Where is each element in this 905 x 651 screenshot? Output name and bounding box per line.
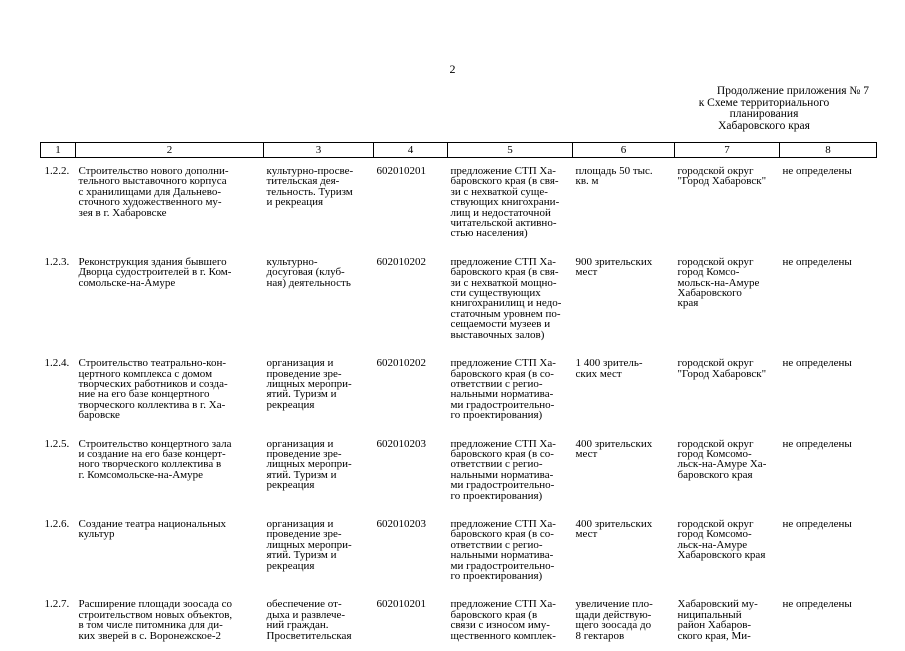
- object-location: городской округ "Город Хабаровск": [677, 165, 767, 188]
- object-term: не определены: [782, 255, 852, 268]
- object-basis: предложение СТП Ха- баровского края (в со- ответствии с регио- нальными норматива- ми градостроительно- го проектирования): [450, 517, 556, 582]
- object-code: 602010203: [376, 437, 426, 450]
- object-purpose: организация и проведение зре- лищных меропри- ятий. Туризм и рекреация: [266, 517, 352, 572]
- header-col-1: 1: [41, 143, 76, 158]
- object-term: не определены: [782, 598, 852, 611]
- row-number: 1.2.2.: [44, 165, 70, 177]
- object-name: Строительство концертного зала и создание на его базе концерт- ного творческого коллектива в г. Комсомольске-на-Амуре: [78, 437, 232, 481]
- appendix-line-4: Хабаровского края: [718, 119, 810, 132]
- object-term: не определены: [782, 165, 852, 177]
- object-capacity: 400 зрительских мест: [575, 437, 653, 460]
- object-purpose: культурно-просве- тительская дея- тельность. Туризм и рекреация: [266, 165, 354, 209]
- header-col-2: 2: [76, 143, 264, 158]
- object-term: не определены: [782, 357, 852, 370]
- object-term: не определены: [782, 437, 852, 450]
- object-basis: предложение СТП Ха- баровского края (в со- ответствии с регио- нальными норматива- ми градостроительно- го проектирования): [450, 357, 556, 422]
- object-code: 602010201: [376, 165, 426, 177]
- header-col-7: 7: [675, 143, 780, 158]
- row-number: 1.2.5.: [44, 437, 70, 450]
- object-purpose: организация и проведение зре- лищных меропри- ятий. Туризм и рекреация: [266, 437, 352, 492]
- header-col-5: 5: [448, 143, 573, 158]
- object-purpose: организация и проведение зре- лищных меропри- ятий. Туризм и рекреация: [266, 357, 352, 411]
- object-location: Хабаровский му- ниципальный район Хабаров- ского края, Ми-: [677, 598, 758, 642]
- row-number: 1.2.6.: [44, 517, 70, 530]
- row-number: 1.2.7.: [44, 598, 70, 611]
- object-basis: предложение СТП Ха- баровского края (в со- ответствии с регио- нальными норматива- ми градостроительно- го проектирования): [450, 437, 556, 502]
- object-location: городской округ город Комсомо- льск-на-Амуре Хабаровского края: [677, 517, 766, 562]
- page-number: 2: [449, 62, 456, 76]
- table-row: [41, 249, 877, 350]
- object-capacity: увеличение пло- щади действую- щего зоосада до 8 гектаров: [575, 598, 653, 642]
- object-capacity: 900 зрительских мест: [575, 255, 653, 279]
- object-basis: предложение СТП Ха- баровского края (в свя- зи с нехваткой мощно- сти существующих книгохранилищ и недо- статочным уровнем по- сещаемости музеев и выставочных залов): [450, 255, 562, 341]
- table-row: [41, 431, 877, 511]
- object-purpose: культурно- досуговая (клуб- ная) деятельность: [266, 255, 351, 289]
- header-col-4: 4: [374, 143, 448, 158]
- appendix-line-3: планирования: [729, 108, 799, 120]
- object-term: не определены: [782, 517, 852, 530]
- objects-table: [40, 142, 877, 651]
- table-row: [41, 591, 877, 651]
- object-name: Создание театра национальных культур: [78, 517, 227, 541]
- header-col-6: 6: [573, 143, 675, 158]
- object-name: Строительство театрально-кон- цертного комплекса с домом творческих работников и созда- ние на его базе концертного творческого коллектива в г. Ха- баровске: [78, 357, 228, 422]
- object-name: Реконструкция здания бывшего Дворца судостроителей в г. Ком- сомольске-на-Амуре: [78, 255, 232, 289]
- object-code: 602010201: [376, 598, 426, 611]
- object-code: 602010202: [376, 357, 426, 370]
- object-capacity: 400 зрительских мест: [575, 517, 653, 541]
- table-row: [41, 350, 877, 430]
- appendix-line-1: Продолжение приложения № 7: [716, 85, 869, 97]
- row-number: 1.2.3.: [44, 255, 70, 268]
- row-number: 1.2.4.: [44, 357, 70, 370]
- object-basis: предложение СТП Ха- баровского края (в связи с износом иму- щественного комплек-: [450, 598, 556, 642]
- object-location: городской округ "Город Хабаровск": [677, 357, 767, 380]
- object-capacity: площадь 50 тыс. кв. м: [575, 165, 653, 188]
- table-row: [41, 158, 877, 249]
- table-row: [41, 511, 877, 591]
- appendix-line-2: к Схеме территориального: [698, 96, 830, 109]
- object-code: 602010202: [376, 255, 426, 268]
- object-code: 602010203: [376, 517, 426, 530]
- object-name: Строительство нового дополни- тельного выставочного корпуса с хранилищами для Дальнево- сточного художественного му- зея в г. Хабаровске: [78, 165, 229, 219]
- header-col-8: 8: [780, 143, 877, 158]
- table-header-row: [41, 143, 877, 158]
- appendix-caption: [659, 86, 869, 132]
- header-col-3: 3: [264, 143, 374, 158]
- object-capacity: 1 400 зритель- ских мест: [575, 357, 643, 380]
- object-basis: предложение СТП Ха- баровского края (в свя- зи с нехваткой суще- ствующих книгохрани- лищ и недостаточной читательской активно- стью населения): [450, 165, 560, 240]
- object-location: городской округ город Комсо- мольск-на-Амуре Хабаровского края: [677, 255, 760, 310]
- object-location: городской округ город Комсомо- льск-на-Амуре Ха- баровского края: [677, 437, 767, 481]
- object-purpose: обеспечение от- дыха и развлече- ний граждан. Просветительская: [266, 598, 352, 642]
- object-name: Расширение площади зоосада со строительством новых объектов, в том числе питомника для ди- ких зверей в с. Воронежское-2: [78, 598, 233, 642]
